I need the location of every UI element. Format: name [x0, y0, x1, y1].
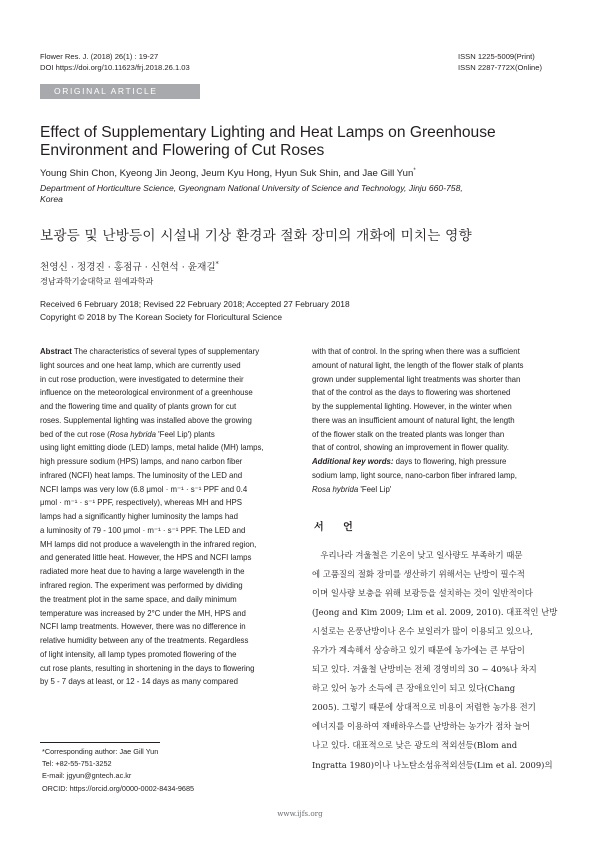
abstract-line: infrared region. The experiment was performed by dividing	[40, 581, 243, 591]
copyright-line: Copyright © 2018 by The Korean Society for Floricultural Science	[40, 312, 283, 322]
affiliation-line: Department of Horticulture Science, Gyeongnam National University of Science and Technology, Jinju 660-758,	[40, 183, 463, 193]
abstract-line: bed of the cut rose (Rosa hybrida 'Feel Lip') plants	[40, 429, 215, 439]
korean-authors: 천영신 · 정경진 · 홍점규 · 신현석 · 윤재길*	[40, 261, 219, 274]
intro-line: 우리나라 겨울철은 기온이 낮고 일사량도 부족하기 때문	[312, 550, 523, 560]
abstract-line: light sources and one heat lamp, which are currently used	[40, 360, 241, 370]
abstract-line: MH lamps did not produce a wavelength in the infrared region,	[40, 539, 257, 549]
doi-link[interactable]: DOI https://doi.org/10.11623/frj.2018.26.1.03	[40, 63, 190, 72]
abstract-left-column	[40, 345, 294, 689]
abstract-line: infrared (NCFI) heat lamps. The luminosity of the LED and	[40, 470, 243, 480]
received-line: Received 6 February 2018; Revised 22 February 2018; Accepted 27 February 2018	[40, 299, 350, 309]
abstract-label: Abstract	[40, 347, 72, 356]
species-name: Rosa hybrida	[109, 429, 156, 439]
korean-title: 보광등 및 난방등이 시설내 기상 환경과 절화 장미의 개화에 미치는 영향	[40, 228, 472, 244]
keywords-line: Rosa hybrida 'Feel Lip'	[312, 484, 392, 494]
abstract-line: a luminosity of 79 - 100 μmol · m⁻¹ · s⁻¹ PPF. The LED and	[40, 525, 246, 535]
abstract-line: NCFI lamp treatments. However, there was no difference in	[40, 622, 246, 632]
abstract-line: lamps had a significantly higher luminosity the lamps had	[40, 512, 238, 522]
abstract-line: with that of control. In the spring when there was a sufficient	[312, 347, 520, 356]
intro-line: Ingratta 1980)이나 나노탄소섬유적외선등(Lim et al. 2009)의	[312, 759, 553, 770]
abstract-line: and the flowering time and quality of plants grown for cut	[40, 402, 237, 412]
introduction-body	[312, 546, 562, 775]
abstract-line: there was an insufficient amount of natural light, the length	[312, 415, 515, 425]
telephone: Tel: +82-55-751-3252	[42, 759, 112, 769]
abstract-line: the treatment plot in the same space, and daily minimum	[40, 594, 237, 604]
keywords-line: Additional key words: days to flowering, high pressure	[312, 457, 507, 467]
corresponding-mark: *	[413, 168, 416, 174]
intro-line: 유가가 계속해서 상승하고 있기 때문에 농가에는 큰 부담이	[312, 645, 525, 656]
abstract-line: temperature was increased by 2°C under the MH, HPS and	[40, 608, 246, 618]
abstract-line: grown under supplemental light treatments was shorter than	[312, 374, 521, 384]
journal-website[interactable]: www.ijfs.org	[277, 809, 323, 818]
author-list: Young Shin Chon, Kyeong Jin Jeong, Jeum Kyu Hong, Hyun Suk Shin, and Jae Gill Yun*	[40, 168, 416, 180]
affiliation	[40, 183, 570, 205]
intro-line: 2005). 그렇기 때문에 상대적으로 비용이 저렴한 농가용 전기	[312, 702, 536, 713]
abstract-line: that of control, showing an improvement in flower quality.	[312, 443, 509, 453]
abstract-line: and generated little heat. However, the HPS and NCFI lamps	[40, 553, 252, 563]
abstract-right-column	[312, 345, 560, 496]
abstract-line: in cut rose production, were investigated to determine their	[40, 374, 244, 384]
issn-print: ISSN 1225-5009(Print)	[458, 52, 535, 61]
korean-affiliation: 경남과학기술대학교 원예과학과	[40, 276, 154, 286]
affiliation-line: Korea	[40, 194, 63, 204]
corresponding-author: *Corresponding author: Jae Gill Yun	[42, 747, 159, 756]
intro-line: 되고 있다. 겨울철 난방비는 전체 경영비의 30 ~ 40%나 차지	[312, 664, 537, 675]
abstract-line: cut rose plants, resulting in shortening in the days to flowering	[40, 663, 255, 673]
abstract-line: amount of natural light, the length of the flower stalk of plants	[312, 360, 524, 370]
korean-corresponding-mark: *	[215, 261, 219, 268]
correspondence-footnote	[42, 746, 194, 795]
intro-line: 에너지를 이용하여 재배하우스를 난방하는 농가가 점차 늘어	[312, 721, 531, 732]
footnote-rule	[40, 742, 160, 743]
publication-dates	[40, 298, 350, 324]
paper-title: Effect of Supplementary Lighting and Heat Lamps on Greenhouse Environment and Flowering of Cut Roses	[40, 124, 496, 159]
intro-line: 시설로는 온풍난방이나 온수 보일러가 많이 이용되고 있으나,	[312, 626, 533, 637]
intro-line: (Jeong and Kim 2009; Lim et al. 2009, 2010). 대표적인 난방	[312, 607, 558, 618]
article-type-badge: ORIGINAL ARTICLE	[40, 84, 200, 99]
abstract-line: of light intensity, all lamp types promoted flowering of the	[40, 649, 237, 659]
abstract-line: roses. Supplemental lighting was installed above the growing	[40, 415, 252, 425]
keywords-line: sodium lamp, light source, nano-carbon fiber infrared lamp,	[312, 470, 517, 480]
intro-line: 이며 일사량 보충을 위해 보광등을 설치하는 것이 일반적이다	[312, 588, 533, 599]
intro-line: 하고 있어 농가 소득에 큰 장애요인이 되고 있다(Chang	[312, 683, 516, 694]
orcid-link[interactable]: ORCID: https://orcid.org/0000-0002-8434-9685	[42, 783, 195, 793]
abstract-line: NCFI lamps was very low (6.8 μmol · m⁻¹ · s⁻¹ PPF and 0.4	[40, 484, 248, 494]
intro-line: 나고 있다. 대표적으로 낮은 광도의 적외선등(Blom and	[312, 740, 518, 751]
species-name: Rosa hybrida	[312, 484, 359, 494]
abstract-line: of the flower stalk on the treated plants was longer than	[312, 429, 505, 439]
abstract-line: radiated more heat due to having a large wavelength in the	[40, 567, 245, 577]
issn-online: ISSN 2287-772X(Online)	[458, 63, 542, 72]
abstract-line: relative humidity between any of the treatments. Regardless	[40, 636, 249, 646]
abstract-line: that of the control as the days to flowering was shortened	[312, 388, 511, 398]
intro-line: 에 고품질의 절화 장미를 생산하기 위해서는 난방이 필수적	[312, 569, 525, 580]
abstract-line: μmol · m⁻¹ · s⁻¹ PPF, respectively), whereas MH and HPS	[40, 498, 242, 508]
abstract-line: high pressure sodium (HPS) lamps, and nano carbon fiber	[40, 457, 243, 467]
section-heading: 서 언	[314, 522, 361, 533]
keywords-label: Additional key words:	[312, 457, 394, 467]
abstract-line: Abstract The characteristics of several types of supplementary	[40, 347, 260, 356]
email-link[interactable]: E-mail: jgyun@gntech.ac.kr	[42, 771, 132, 781]
abstract-line: by the supplemental lighting. However, in the winter when	[312, 402, 512, 412]
abstract-line: using light emitting diode (LED) lamps, metal halide (MH) lamps,	[40, 443, 264, 453]
abstract-line: influence on the meteorological environment of a greenhouse	[40, 388, 253, 398]
abstract-line: by 5 - 7 days at least, or 12 - 14 days as many compared	[40, 677, 238, 687]
journal-citation: Flower Res. J. (2018) 26(1) : 19-27	[40, 52, 159, 61]
